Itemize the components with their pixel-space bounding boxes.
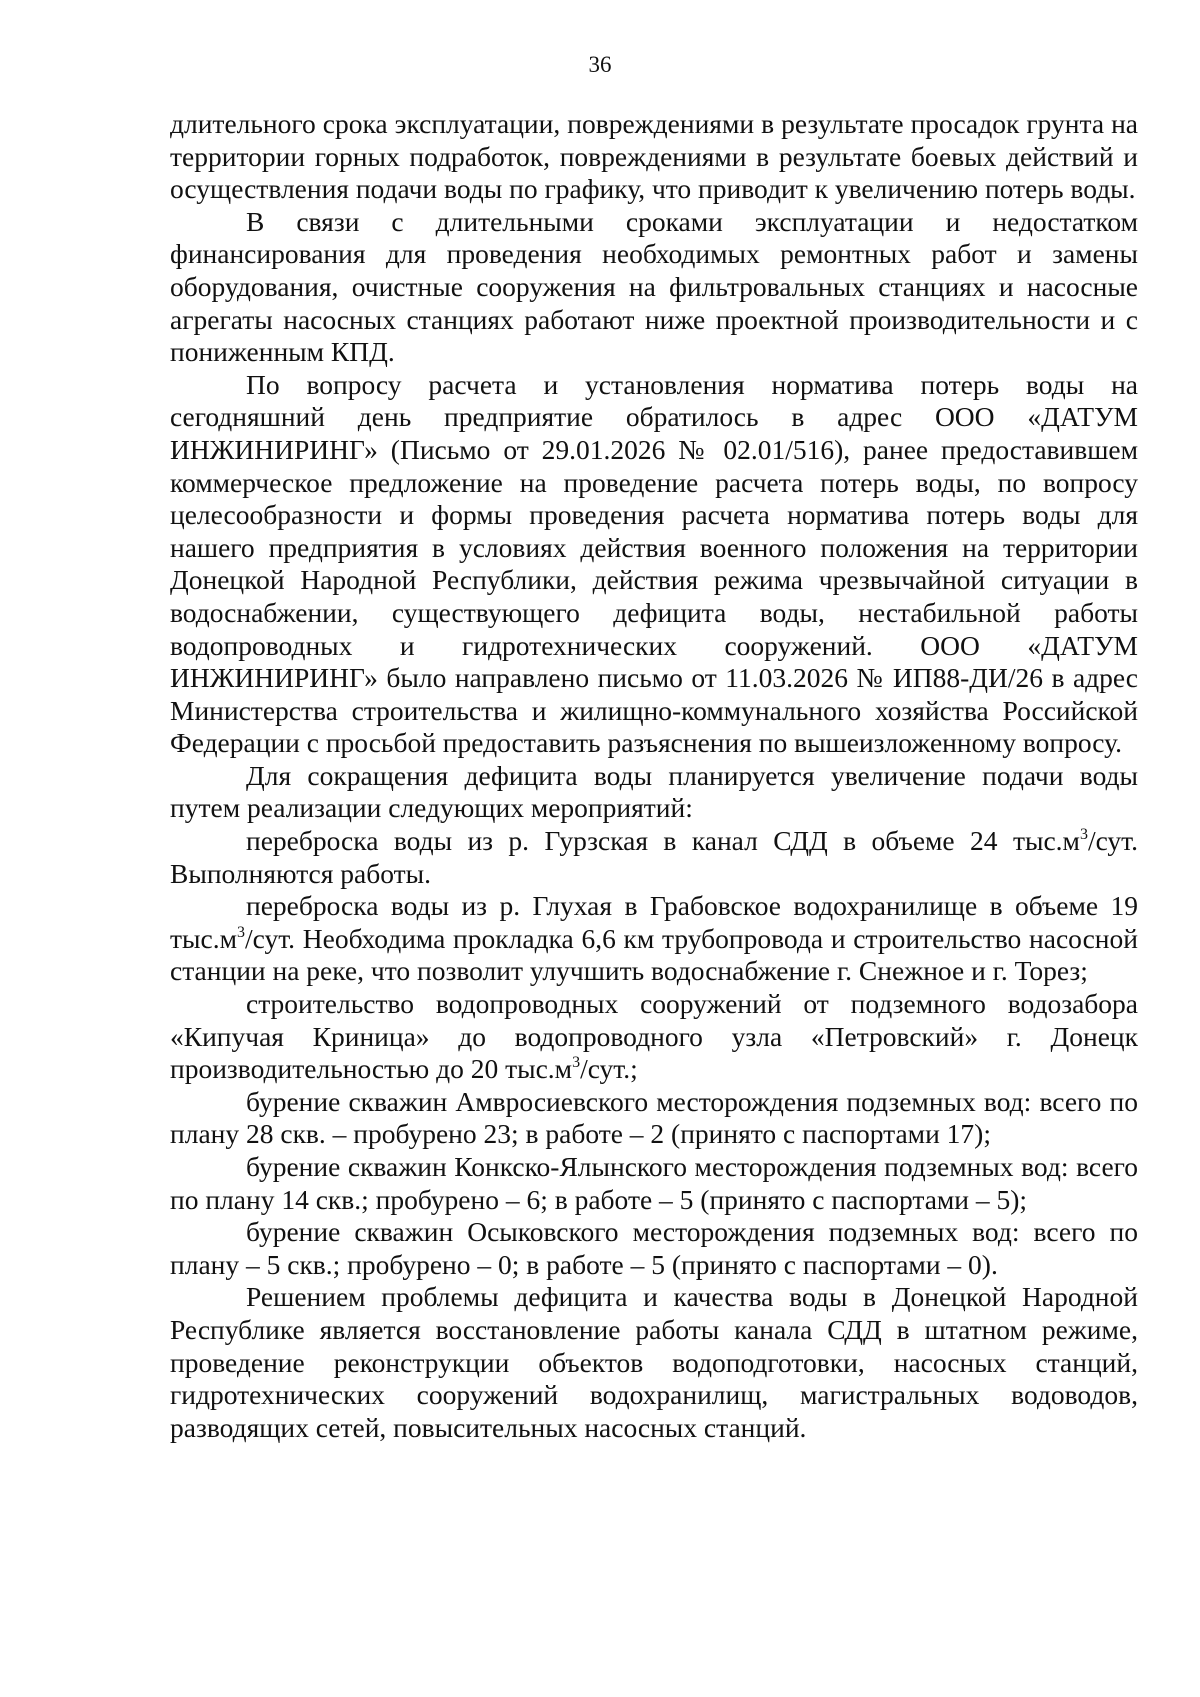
- paragraph-kipuchaya-construction: [170, 988, 1138, 1086]
- superscript: 3: [572, 1054, 581, 1072]
- text-segment: строительство водопроводных сооружений от подземного водозабора «Кипучая Криница» до водопроводного узла «Петровский» г. Донецк производительностью до 20 тыс.м: [170, 988, 1138, 1085]
- paragraph-exploitation: В связи с длительными сроками эксплуатации и недостатком финансирования для проведения необходимых ремонтных работ и замены оборудования, очистные сооружения на фильтровальных станциях и насосные агрегаты насосных станциях работают ниже проектной производительности и с пониженным КПД.: [170, 205, 1138, 368]
- text-segment: /сут. Необходима прокладка 6,6 км трубопровода и строительство насосной станции на реке, что позволит улучшить водоснабжение г. Снежное и г. Торез;: [170, 922, 1138, 987]
- text-segment: /сут.;: [580, 1053, 638, 1085]
- paragraph-gurzskaya-transfer: [170, 825, 1138, 890]
- paragraph-conclusion: Решением проблемы дефицита и качества воды в Донецкой Народной Республике является восстановление работы канала СДД в штатном режиме, проведение реконструкции объектов водоподготовки, насосных станций, гидротехнических сооружений водохранилищ, магистральных водоводов, разводящих сетей, повысительных насосных станций.: [170, 1281, 1138, 1443]
- text-segment: /сут. Выполняются работы.: [170, 825, 1138, 889]
- page-number: 36: [588, 52, 612, 77]
- paragraph-measures-intro: Для сокращения дефицита воды планируется увеличение подачи воды путем реализации следующих мероприятий:: [170, 759, 1138, 824]
- superscript: 3: [236, 923, 245, 941]
- paragraph-amvrosievka-drilling: бурение скважин Амвросиевского месторождения подземных вод: всего по плану 28 скв. – пробурено 23; в работе – 2 (принято с паспортами 17);: [170, 1085, 1138, 1150]
- paragraph-konksko-yalynsky-drilling: бурение скважин Конкско-Ялынского месторождения подземных вод: всего по плану 14 скв.; пробурено – 6; в работе – 5 (принято с паспортами – 5);: [170, 1151, 1138, 1215]
- paragraph-loss-norm: По вопросу расчета и установления норматива потерь воды на сегодняшний день предприятие обратилось в адрес ООО «ДАТУМ ИНЖИНИРИНГ» (Письмо от 29.01.2026 № 02.01/516), ранее предоставившем коммерческое предложение на проведение расчета потерь воды, по вопросу целесообразности и формы проведения расчета норматива потерь воды для нашего предприятия в условиях действия военного положения на территории Донецкой Народной Республики, действия режима чрезвычайной ситуации в водоснабжении, существующего дефицита воды, нестабильной работы водопроводных и гидротехнических сооружений. ООО «ДАТУМ ИНЖИНИРИНГ» было направлено письмо от 11.03.2026 № ИП88-ДИ/26 в адрес Министерства строительства и жилищно-коммунального хозяйства Российской Федерации с просьбой предоставить разъяснения по вышеизложенному вопросу.: [170, 368, 1138, 759]
- paragraph-glukhaya-transfer: [170, 890, 1138, 988]
- paragraph-osykovsky-drilling: бурение скважин Осыковского месторождения подземных вод: всего по плану – 5 скв.; пробурено – 0; в работе – 5 (принято с паспортами – 0).: [170, 1216, 1138, 1280]
- text-segment: переброска воды из р. Гурзская в канал СДД в объеме 24 тыс.м: [246, 825, 1080, 857]
- paragraph-continuation: длительного срока эксплуатации, повреждениями в результате просадок грунта на территории горных подработок, повреждениями в результате боевых действий и осуществления подачи воды по графику, что приводит к увеличению потерь воды.: [170, 108, 1138, 205]
- superscript: 3: [1079, 826, 1088, 844]
- text-segment: переброска воды из р. Глухая в Грабовское водохранилище в объеме 19 тыс.м: [170, 890, 1138, 954]
- document-body: [170, 108, 1138, 1444]
